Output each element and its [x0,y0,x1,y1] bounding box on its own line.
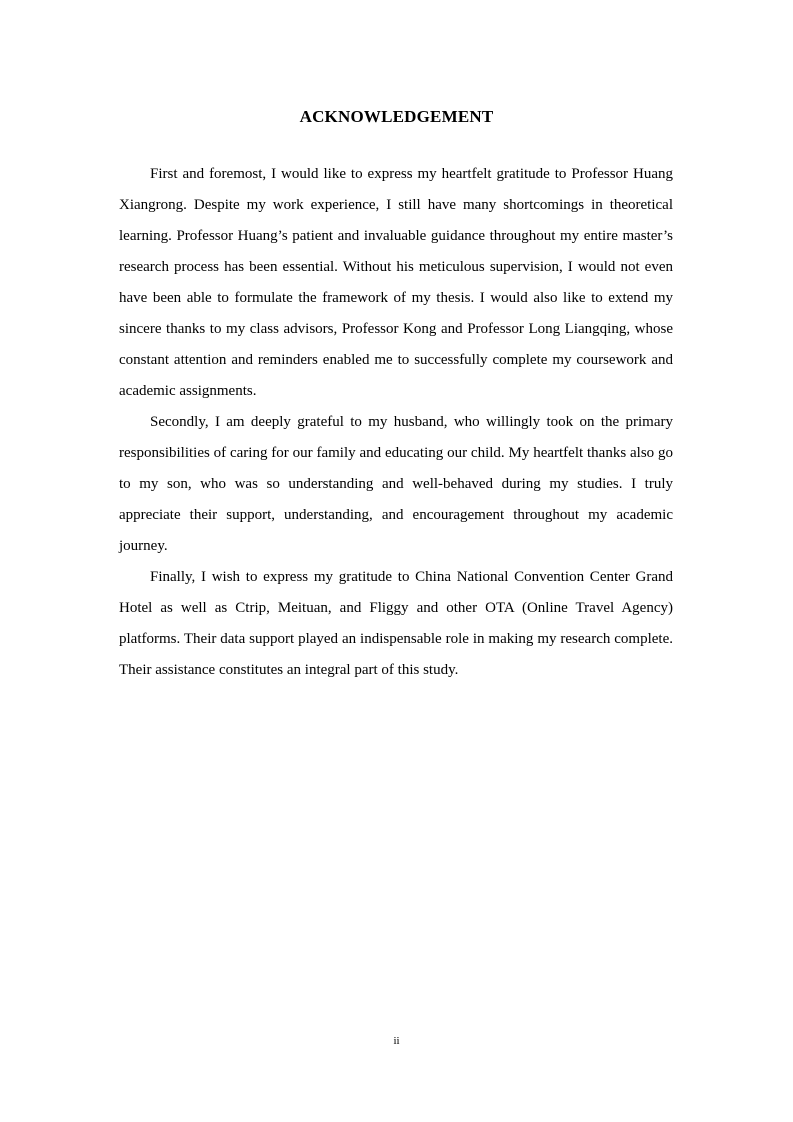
paragraph-advisors: First and foremost, I would like to express my heartfelt gratitude to Professor Huang Xiangrong. Despite my work experience, I still have many shortcomings in theoretical learning. Professor Huang’s patient and invaluable guidance throughout my entire master’s research process has been essential. Without his meticulous supervision, I would not even have been able to formulate the framework of my thesis. I would also like to extend my sincere thanks to my class advisors, Professor Kong and Professor Long Liangqing, whose constant attention and reminders enabled me to successfully complete my coursework and academic assignments. [119,166,673,399]
paragraph-family: Secondly, I am deeply grateful to my husband, who willingly took on the primary responsibilities of caring for our family and educating our child. My heartfelt thanks also go to my son, who was so understanding and well-behaved during my studies. I truly appreciate their support, understanding, and encouragement throughout my academic journey. [119,414,673,554]
paragraph-partners: Finally, I wish to express my gratitude to China National Convention Center Grand Hotel as well as Ctrip, Meituan, and Fliggy and other OTA (Online Travel Agency) platforms. Their data support played an indispensable role in making my research complete. Their assistance constitutes an integral part of this study. [119,569,673,678]
page-title: ACKNOWLEDGEMENT [299,107,494,126]
acknowledgement-body [119,159,673,686]
page-number: ii [393,1035,400,1047]
